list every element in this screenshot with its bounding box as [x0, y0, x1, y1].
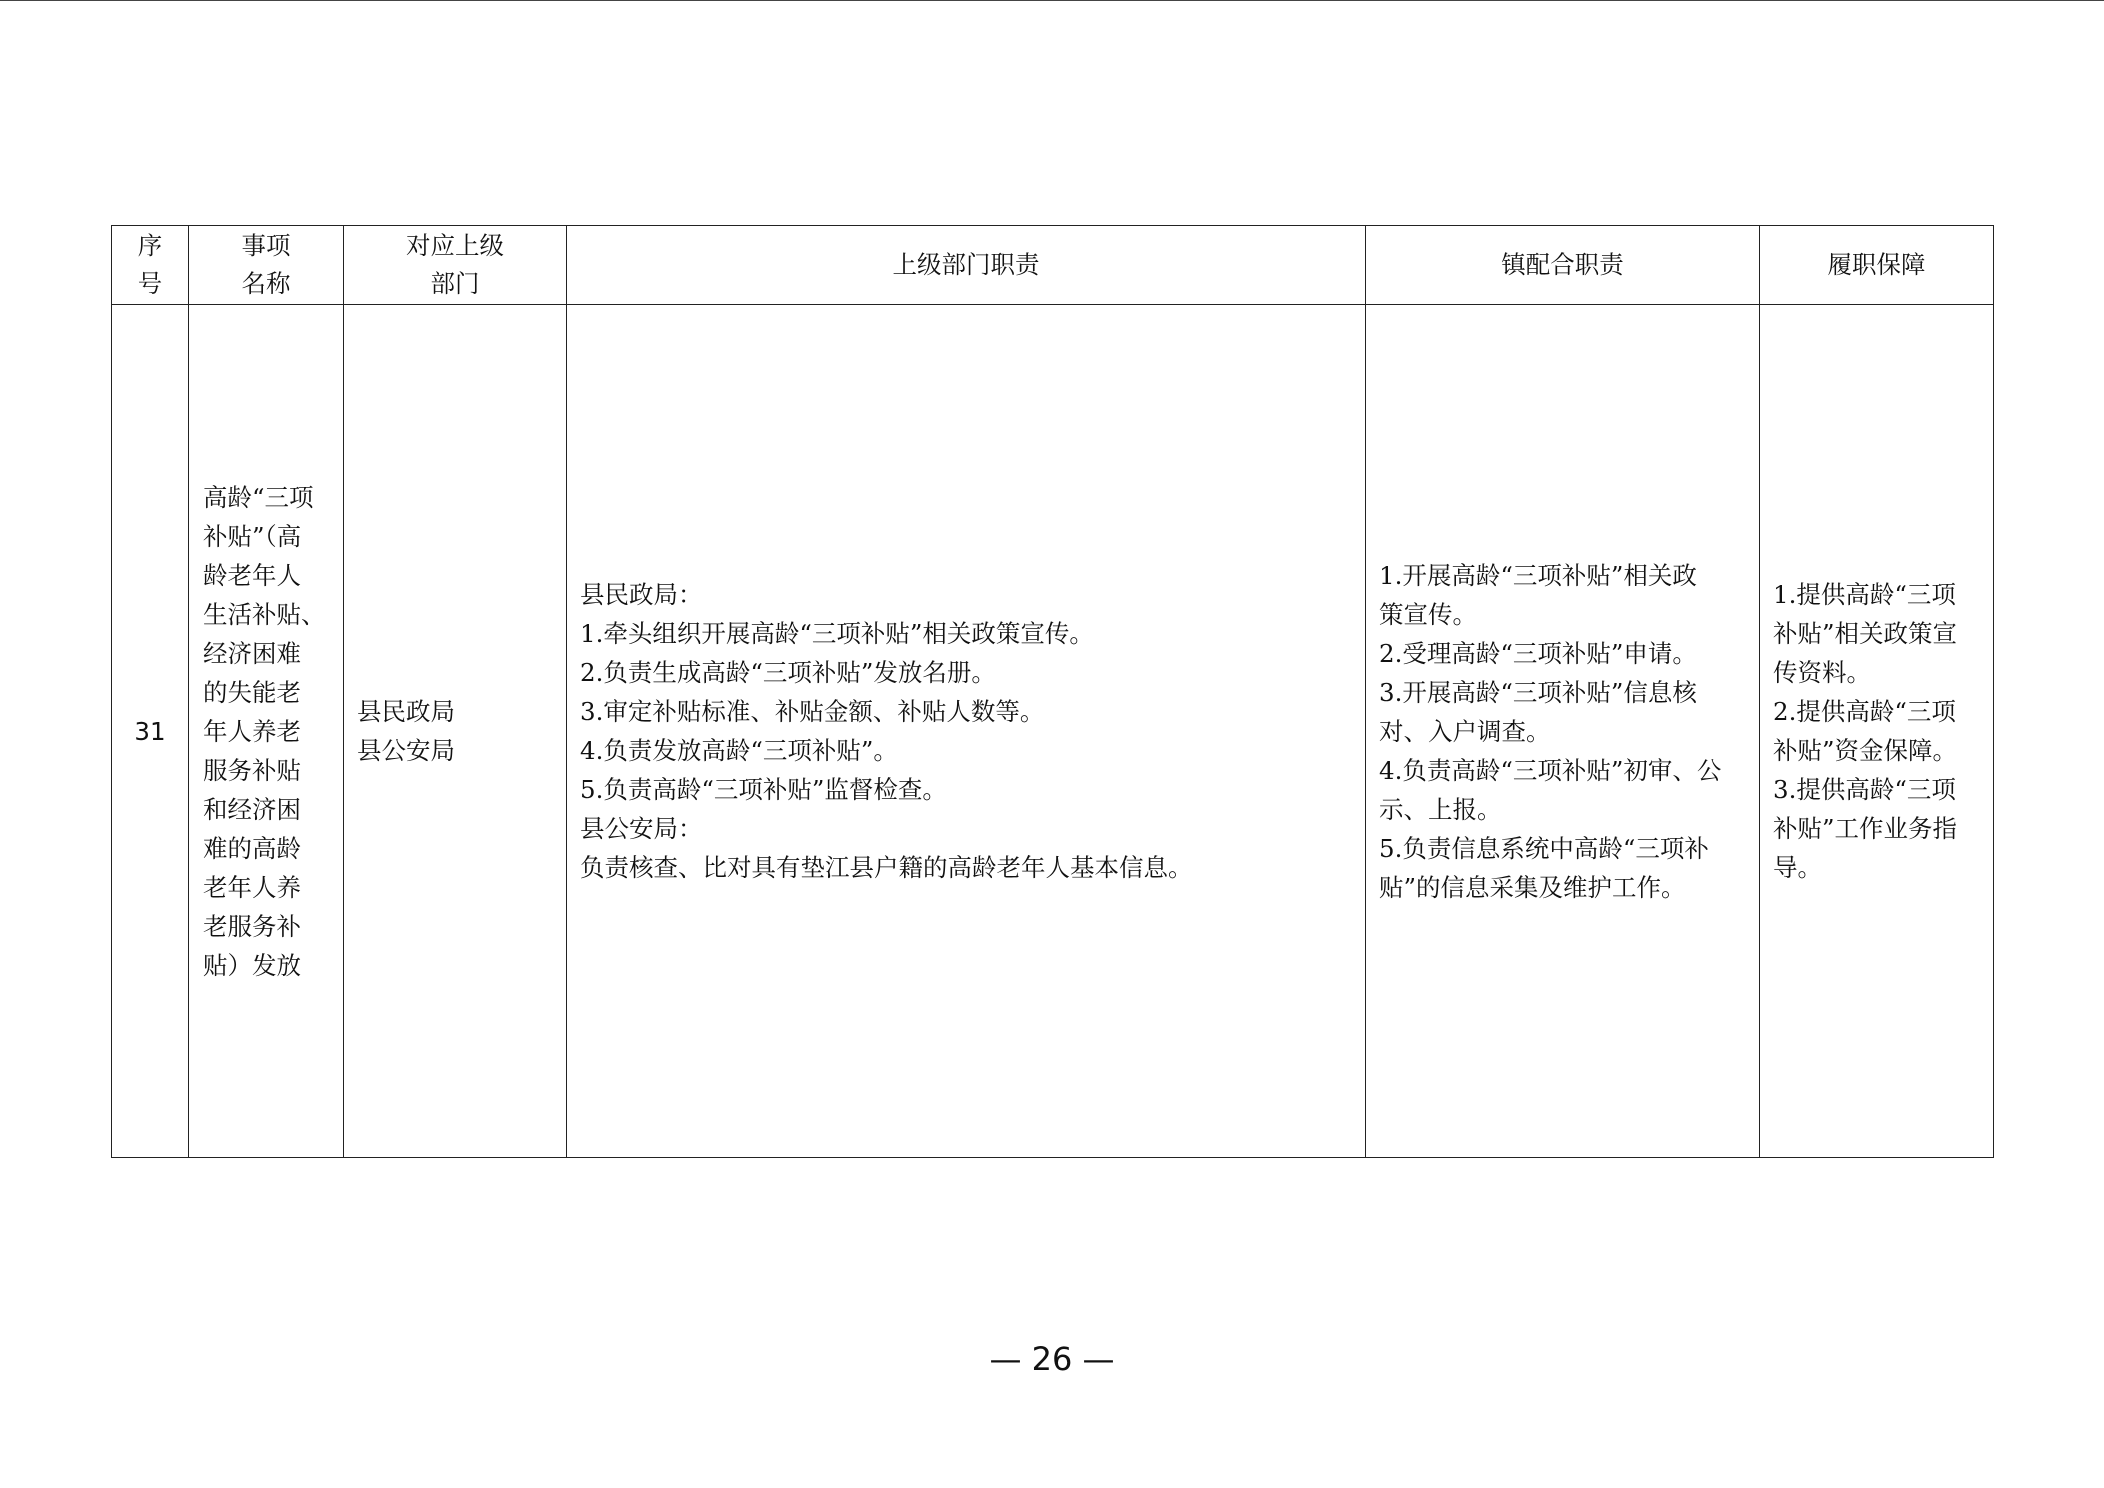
- page-top-border: [0, 0, 2104, 1]
- cell-item-name: 高龄“三项 补贴”（高 龄老年人 生活补贴、 经济困难 的失能老 年人养老 服务补贴 和经济困 难的高龄 老年人养 老服务补 贴）发放: [189, 305, 344, 1158]
- cell-seq: 31: [112, 305, 189, 1158]
- cell-upper-department: 县民政局 县公安局: [344, 305, 567, 1158]
- header-upper-department: 对应上级 部门: [344, 226, 567, 305]
- cell-guarantee: 1.提供高龄“三项 补贴”相关政策宣 传资料。 2.提供高龄“三项 补贴”资金保障。 3.提供高龄“三项 补贴”工作业务指 导。: [1760, 305, 1994, 1158]
- page-number: — 26 —: [989, 1340, 1115, 1378]
- cell-upper-duties: 县民政局： 1.牵头组织开展高龄“三项补贴”相关政策宣传。 2.负责生成高龄“三项补贴”发放名册。 3.审定补贴标准、补贴金额、补贴人数等。 4.负责发放高龄“三项补贴”。 5.负责高龄“三项补贴”监督检查。 县公安局： 负责核查、比对具有垫江县户籍的高龄老年人基本信息。: [567, 305, 1366, 1158]
- table-row: [112, 305, 1994, 1158]
- cell-town-duties: 1.开展高龄“三项补贴”相关政 策宣传。 2.受理高龄“三项补贴”申请。 3.开展高龄“三项补贴”信息核 对、入户调查。 4.负责高龄“三项补贴”初审、公 示、上报。 5.负责信息系统中高龄“三项补 贴”的信息采集及维护工作。: [1366, 305, 1760, 1158]
- header-upper-duties: 上级部门职责: [567, 226, 1366, 305]
- table-header-row: [112, 226, 1994, 305]
- header-seq: 序 号: [112, 226, 189, 305]
- header-town-duties: 镇配合职责: [1366, 226, 1760, 305]
- header-guarantee: 履职保障: [1760, 226, 1994, 305]
- header-item-name: 事项 名称: [189, 226, 344, 305]
- duty-table: [111, 225, 1994, 1158]
